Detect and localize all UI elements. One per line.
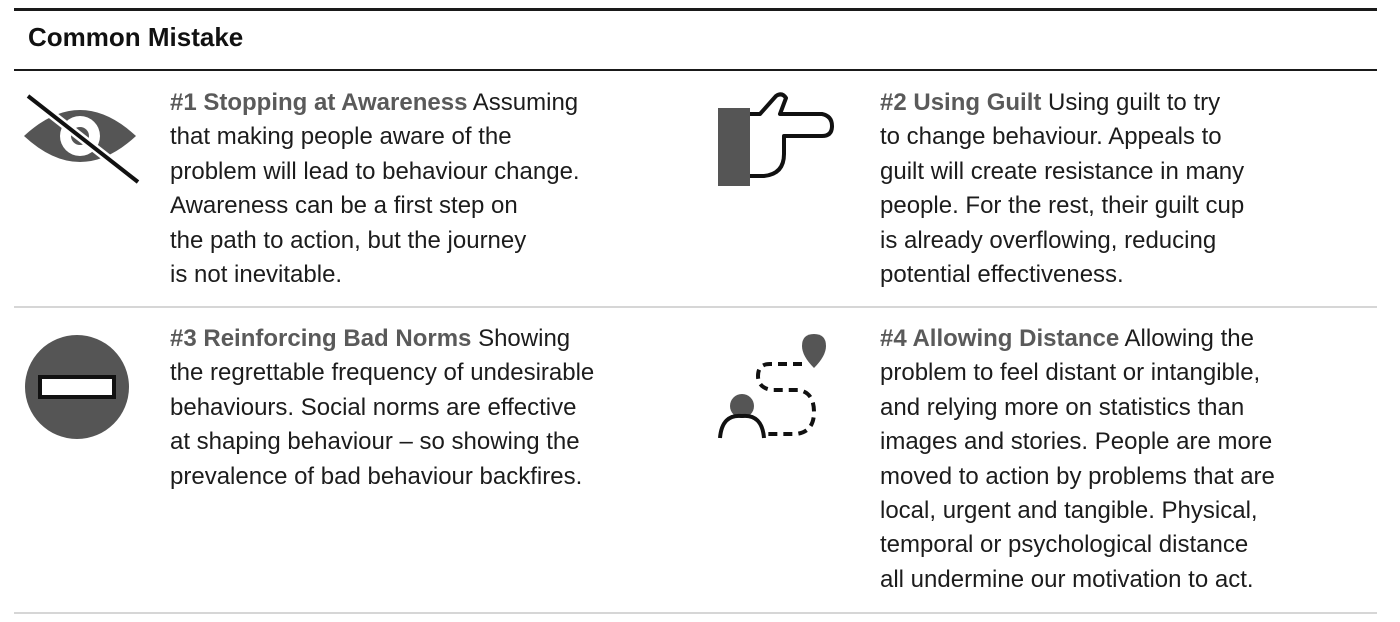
mistake-body-line: at shaping behaviour – so showing the <box>170 428 580 456</box>
pointing-hand-icon <box>718 92 836 188</box>
mistake-body-line: that making people aware of the <box>170 123 512 151</box>
section-heading: Common Mistake <box>28 22 244 52</box>
mistake-body-line: is already overflowing, reducing <box>880 226 1217 254</box>
mistake-body-line: the regrettable frequency of undesirable <box>170 359 595 387</box>
mistake-body-line: problem will lead to behaviour change. <box>170 157 580 185</box>
mistake-text-1 <box>170 86 660 292</box>
no-entry-icon <box>24 334 130 440</box>
common-mistake-panel <box>14 0 1377 622</box>
mistake-body-line: Assuming <box>472 89 579 116</box>
mistake-body-line: potential effectiveness. <box>880 261 1124 289</box>
mistake-title-2: #2 Using Guilt <box>880 89 1042 116</box>
mistake-body-line: moved to action by problems that are <box>880 462 1275 490</box>
mistake-body-line: is not inevitable. <box>170 261 343 289</box>
heading-rule <box>14 69 1377 71</box>
top-rule <box>14 8 1377 11</box>
row-divider <box>14 306 1377 308</box>
mistake-body-line: local, urgent and tangible. Physical, <box>880 497 1258 525</box>
mistake-body-line: all undermine our motivation to act. <box>880 565 1254 593</box>
mistake-body-line: behaviours. Social norms are effective <box>170 393 577 421</box>
mistake-body-line: Using guilt to try <box>1048 89 1221 116</box>
mistake-text-2 <box>880 86 1350 292</box>
mistake-body-line: Allowing the <box>1124 325 1254 352</box>
mistake-body-line: guilt will create resistance in many <box>880 157 1245 185</box>
person-path-pin-icon <box>718 332 830 444</box>
mistake-body-line: temporal or psychological distance <box>880 531 1249 559</box>
mistake-body-line: and relying more on statistics than <box>880 393 1245 421</box>
mistake-body-line: people. For the rest, their guilt cup <box>880 192 1245 220</box>
mistake-title-4: #4 Allowing Distance <box>880 325 1120 352</box>
mistake-text-4 <box>880 322 1360 597</box>
mistake-body-line: Awareness can be a first step on <box>170 192 518 220</box>
mistake-body-line: to change behaviour. Appeals to <box>880 123 1222 151</box>
mistake-title-1: #1 Stopping at Awareness <box>170 89 468 116</box>
bottom-rule <box>14 612 1377 614</box>
mistake-body-line: problem to feel distant or intangible, <box>880 359 1261 387</box>
mistake-title-3: #3 Reinforcing Bad Norms <box>170 325 472 352</box>
mistake-body-line: prevalence of bad behaviour backfires. <box>170 462 583 490</box>
mistake-body-line: the path to action, but the journey <box>170 226 527 254</box>
mistake-text-3 <box>170 322 670 494</box>
eye-slash-icon <box>20 90 140 186</box>
mistake-body-line: images and stories. People are more <box>880 428 1273 456</box>
mistake-body-line: Showing <box>478 325 571 352</box>
